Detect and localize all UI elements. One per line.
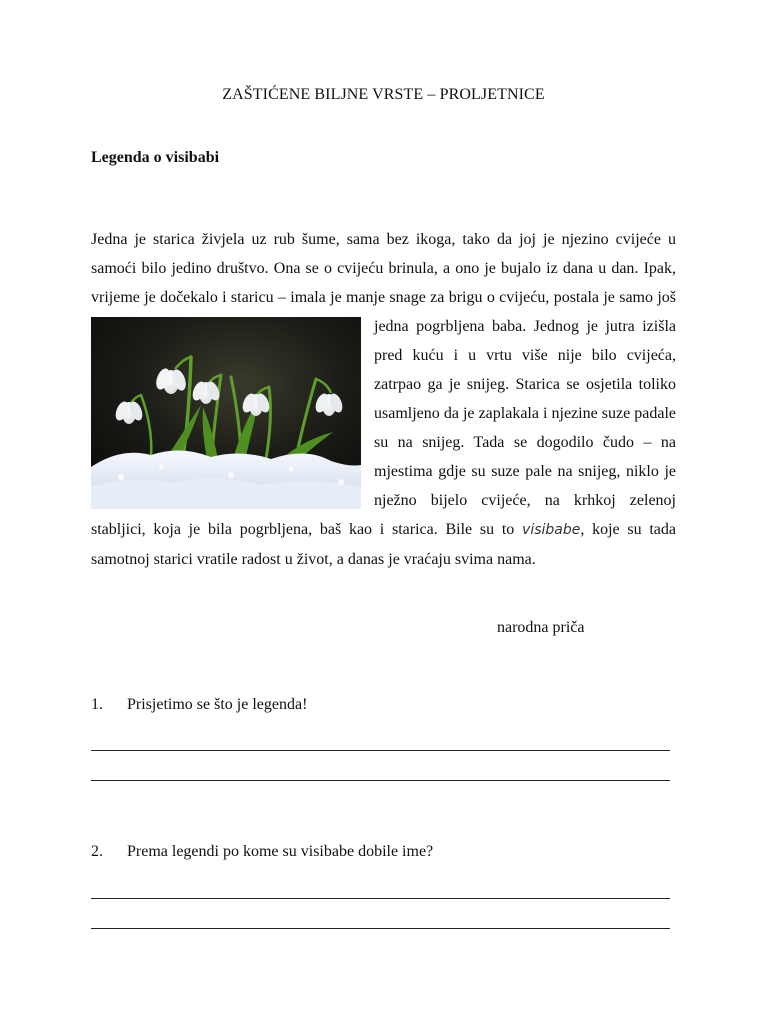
answer-line[interactable] <box>91 750 670 751</box>
question-2 <box>91 843 433 861</box>
answer-line[interactable] <box>91 898 670 899</box>
story-part-1: Jedna je starica živjela uz rub šume, sama bez ikoga, tako da joj je njezino cvijeće u samoći bilo jedino društvo. Ona se o cvijeću brinula, a ono je bujalo iz dana u dan. Ipak, vrijeme je dočekalo i staricu – imala je manje snage za brigu o <box>91 231 676 306</box>
story-heading: Legenda o visibabi <box>91 149 220 166</box>
document-title: ZAŠTIĆENE BILJNE VRSTE – PROLJETNICE <box>222 86 545 103</box>
question-text: Prisjetimo se što je legenda! <box>127 696 308 713</box>
question-number: 2. <box>91 843 103 860</box>
question-text: Prema legendi po kome su visibabe dobile ime? <box>127 843 434 860</box>
story-part-3: , koje su tada samotnoj starici vratile radost u život, a danas je vraćaju svima nama. <box>91 521 677 568</box>
snowdrop-photo <box>91 317 361 509</box>
answer-line[interactable] <box>91 780 670 781</box>
snowdrop-illustration <box>91 317 361 509</box>
worksheet-page <box>91 0 676 1024</box>
story-part-2: cvijeću, postala je samo još jedna pogrbljena baba. Jednog je jutra izišla pred kuću i u vrtu više nije bilo cvijeća, zatrpao ga je snijeg. Starica se osjetila toliko usamljeno da je zaplakala i njezine suze padale su na snijeg. Tada se dogodilo čudo – na mjestima gdje su suze pale na snijeg, niklo je nježno bijelo cvijeće, na krhkoj zelenoj stabljici, koja je bila pogrbljena, baš kao i starica. Bile su to <box>91 289 677 538</box>
highlighted-word: visibabe <box>522 522 581 538</box>
story-source: narodna priča <box>497 619 585 636</box>
question-number: 1. <box>91 696 103 713</box>
question-1 <box>91 696 307 714</box>
answer-line[interactable] <box>91 928 670 929</box>
story-text <box>91 225 676 574</box>
